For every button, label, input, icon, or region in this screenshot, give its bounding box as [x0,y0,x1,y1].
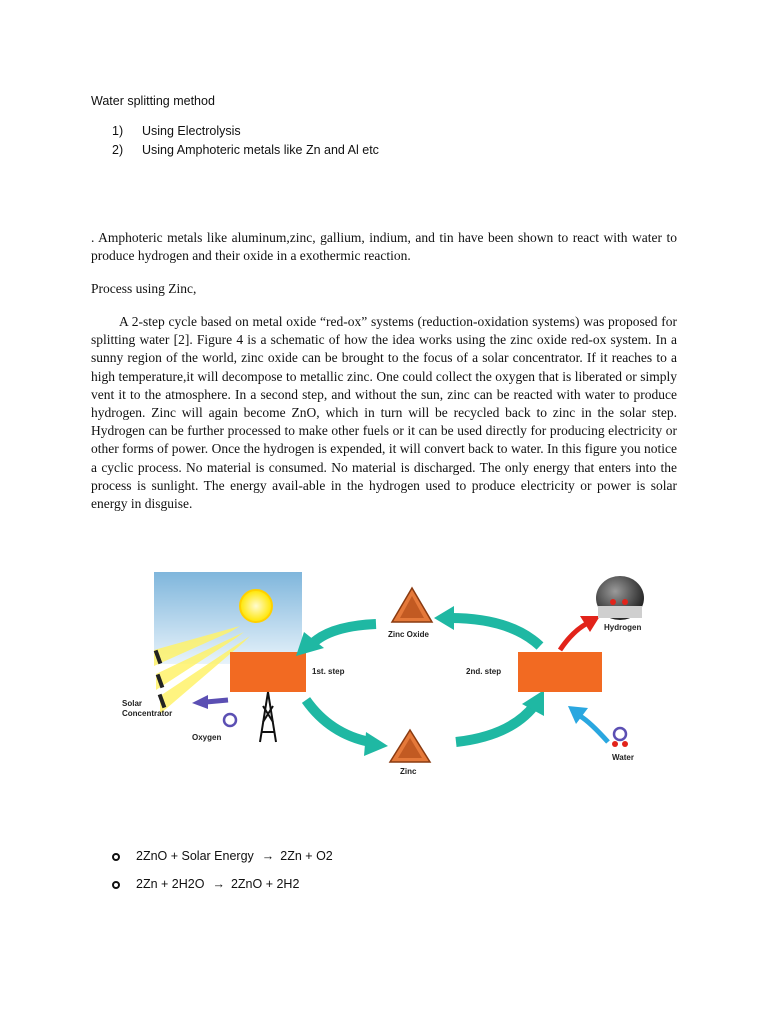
process-paragraph: A 2-step cycle based on metal oxide “red-ox” systems (reduction-oxidation systems) was proposed for splitting water [2]. Figure 4 is a schematic of how the idea works using the zinc oxide red-ox system. In a sunny region of the world, zinc oxide can be brought to the focus of a solar concentrator. If it reaches to a high temperature,it will decompose to metallic zinc. One could collect the oxygen that is liberated or simply vent it to the atmosphere. In a second step, and without the sun, zinc can be reacted with water to produce hydrogen. Zinc will again become ZnO, which in turn will be recycled back to zinc in the solar step. Hydrogen can be further processed to make other fuels or it can be used directly for producing electricity or other forms of power. Once the hydrogen is expended, it will convert back to water. In this figure you notice a cyclic process. No material is consumed. No material is discharged. The only energy that enters into the process is sunlight. The energy avail-able in the hydrogen used to produce electricity or power is solar energy in disguise. [91,314,677,512]
method-item [112,124,241,138]
method-text: Using Electrolysis [142,124,241,138]
amphoteric-paragraph: . Amphoteric metals like aluminum,zinc, gallium, indium, and tin have been shown to react with water to produce hydrogen and their oxide in a exothermic reaction. [91,230,677,263]
step1-label: 1st. step [312,667,345,676]
method-number: 1) [112,124,124,138]
method-number: 2) [112,143,124,157]
zinc-triangle-icon [390,730,430,762]
equation-right: 2ZnO + 2H2 [230,877,300,891]
arrowhead [364,732,388,756]
tower-icon [260,692,276,742]
step2-reactor-box [518,652,602,692]
zinc-label: Zinc [400,767,417,776]
arrow-icon: → [212,877,225,891]
process-subheading: Process using Zinc, [91,281,197,296]
zinc-oxide-to-step1-arrow [312,624,376,644]
arrowhead [434,606,454,630]
sun-icon [240,590,272,622]
step1-reactor-box [230,652,306,692]
step1-to-zinc-arrow [306,700,370,742]
oxygen-release-arrow [206,700,228,702]
equation-left: 2Zn + 2H2O [136,877,205,891]
oxygen-arrowhead [192,695,208,709]
zinc-oxide-label: Zinc Oxide [388,630,429,639]
oxygen-molecule-icon [224,714,236,726]
section-heading: Water splitting method [91,94,215,108]
method-item [112,143,379,157]
equation-right: 2Zn + O2 [280,849,333,863]
hydrogen-output-arrow [560,624,586,650]
oxygen-label: Oxygen [192,733,222,742]
zinc-redox-cycle-figure [120,566,680,786]
arrow-icon: → [261,849,275,863]
equation-item [112,849,333,863]
bullet-icon [112,881,120,889]
method-text: Using Amphoteric metals like Zn and Al etc [142,143,379,157]
step2-label: 2nd. step [466,667,502,676]
step2-to-zinc-oxide-arrow [450,618,540,646]
equation-left: 2ZnO + Solar Energy [136,849,254,863]
solar-label: Solar [122,699,143,708]
concentrator-label: Concentrator [122,709,173,718]
hydrogen-label: Hydrogen [604,623,642,632]
water-label: Water [612,753,634,762]
bullet-icon [112,853,120,861]
equation-item [112,877,299,891]
zinc-oxide-triangle-icon [392,588,432,622]
water-molecule-icon [612,728,628,747]
water-input-arrow [580,716,608,742]
hydrogen-tank-icon [596,576,644,620]
zinc-to-step2-arrow [456,706,534,742]
